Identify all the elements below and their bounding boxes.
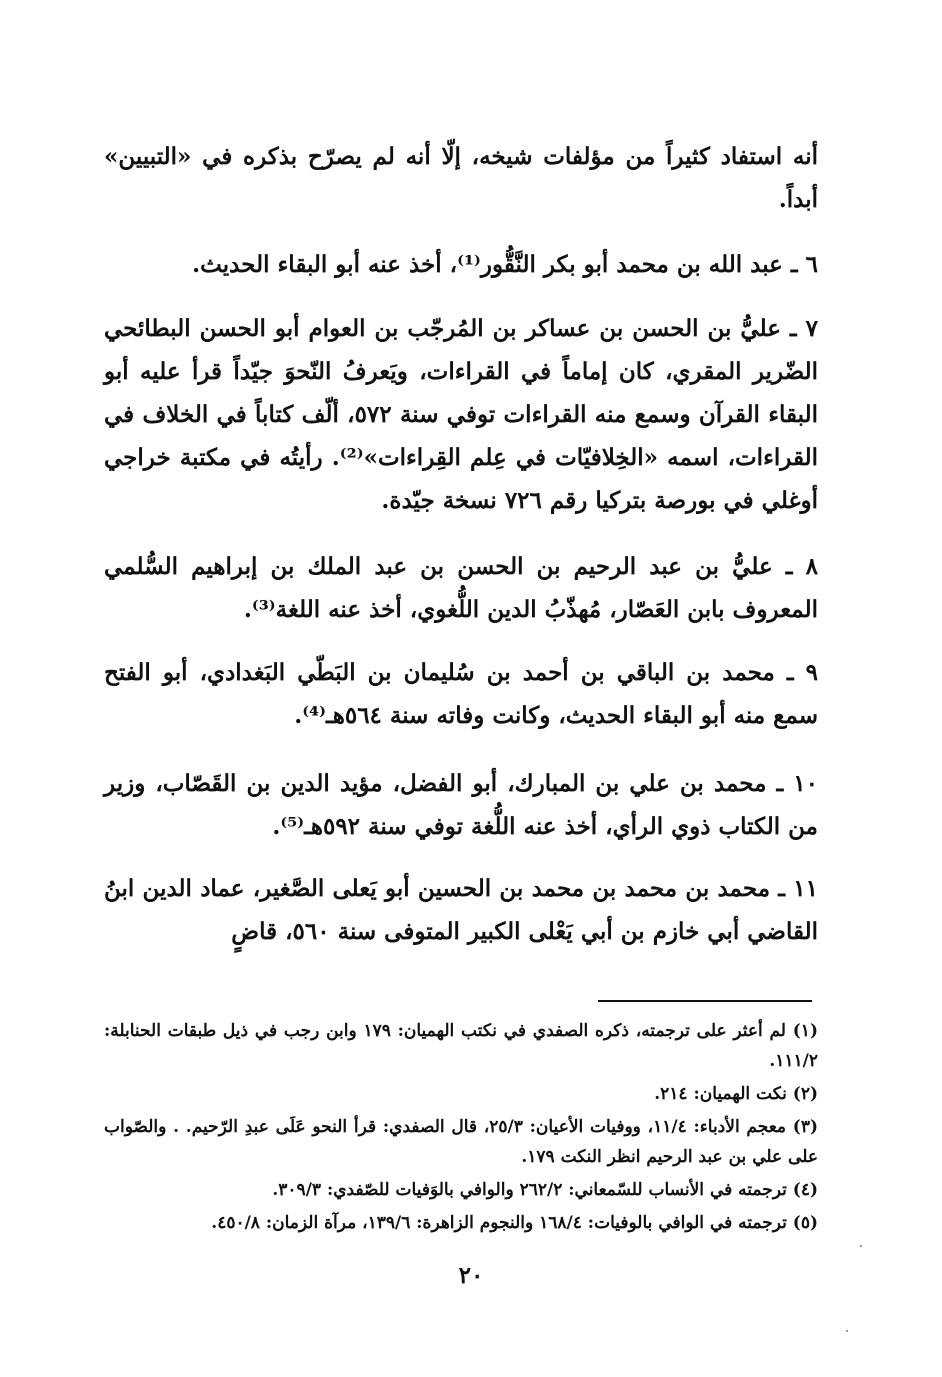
entry-7: ٧ ـ عليُّ بن الحسن بن عساكر بن المُرجّب بن العوام أبو الحسن البطائحي الضّرير المقري، كان إماماً في القراءات، ويَعرفُ النّحوَ جيّداً قرأ عليه أبو البقاء القرآن وسمع منه القراءات توفي سنة ٥٧٢، ألّف كتاباً في الخلاف في القراءات، اسمه «الخِلافيّات في عِلم القِراءات»⁽²⁾. رأيتُه في مكتبة خراجي أوغلي في بورصة بتركيا رقم ٧٢٦ نسخة جيّدة. [104, 315, 818, 514]
scan-speck [860, 1245, 862, 1247]
footnote-1: (١) لم أعثر على ترجمته، ذكره الصفدي في نكتب الهميان: ١٧٩ وابن رجب في ذيل طبقات الحنابلة: ١١١/٢. [104, 1021, 818, 1071]
footnotes [104, 1016, 818, 1241]
scan-speck [846, 1330, 848, 1332]
entry-9: ٩ ـ محمد بن الباقي بن أحمد بن سُليمان بن البَطّي البَغدادي، أبو الفتح سمع منه أبو البقاء الحديث، وكانت وفاته سنة ٥٦٤هـ⁽⁴⁾. [104, 659, 818, 729]
entry-6: ٦ ـ عبد الله بن محمد أبو بكر النَّقُّور⁽¹⁾، أخذ عنه أبو البقاء الحديث. [192, 251, 818, 278]
page-number: ٢٠ [458, 1262, 484, 1289]
footnote-2: (٢) نكت الهميان: ٢١٤. [654, 1084, 818, 1104]
entry-11: ١١ ـ محمد بن محمد بن محمد بن الحسين أبو يَعلى الصَّغير، عماد الدين ابنُ القاضي أبي خازم بن أبي يَعْلى الكبير المتوفى سنة ٥٦٠، قاضٍ [104, 875, 818, 945]
paragraph-continuation: أنه استفاد كثيراً من مؤلفات شيخه، إلّا أنه لم يصرّح بذكره في «التبيين» أبداً. [104, 143, 818, 213]
footnote-separator [598, 1000, 812, 1002]
entry-8: ٨ ـ عليُّ بن عبد الرحيم بن الحسن بن عبد الملك بن إبراهيم السُّلمي المعروف بابن العَصّار، مُهذّبُ الدين اللُّغوي، أخذ عنه اللغة⁽³⁾. [104, 553, 818, 623]
footnote-5: (٥) ترجمته في الوافي بالوفيات: ١٦٨/٤ والنجوم الزاهرة: ١٣٩/٦، مرآة الزمان: ٤٥٠/٨. [211, 1213, 818, 1233]
footnote-3: (٣) معجم الأدباء: ١١/٤، ووفيات الأعيان: ٢٥/٣، قال الصفدي: قرأ النحو عَلَى عبدِ الرّحيم. . والصّواب على علي بن عبد الرحيم انظر النكت ١٧٩. [104, 1117, 819, 1167]
entry-10: ١٠ ـ محمد بن علي بن المبارك، أبو الفضل، مؤيد الدين بن القَصّاب، وزير من الكتاب ذوي الرأي، أخذ عنه اللُّغة توفي سنة ٥٩٢هـ⁽⁵⁾. [104, 770, 818, 840]
footnote-4: (٤) ترجمته في الأنساب للسّمعاني: ٢٦٢/٢ والوافي بالوَفيات للصّفدي: ٣٠٩/٣. [272, 1180, 818, 1200]
